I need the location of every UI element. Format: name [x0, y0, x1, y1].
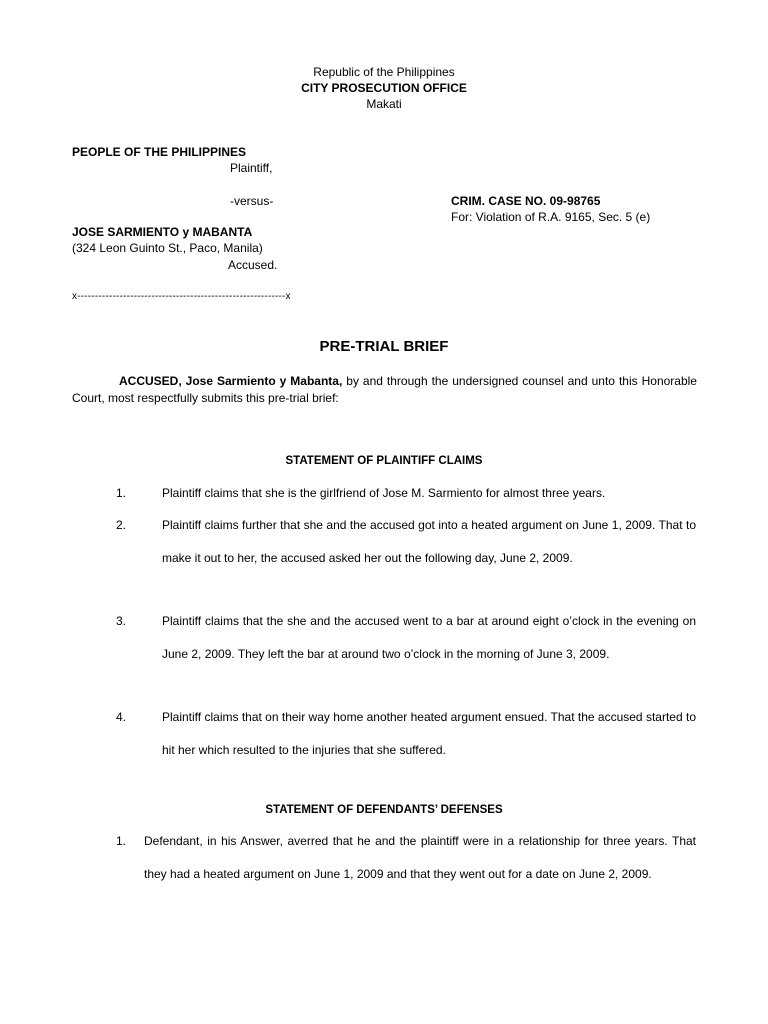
item-text: Plaintiff claims that she is the girlfriend of Jose M. Sarmiento for almost three years. — [162, 486, 606, 500]
header-city: Makati — [366, 97, 402, 111]
plaintiff-name: PEOPLE OF THE PHILIPPINES — [72, 145, 247, 159]
plaintiff-claims-heading: STATEMENT OF PLAINTIFF CLAIMS — [285, 455, 483, 467]
item-number: 1. — [116, 834, 127, 848]
item-number: 1. — [116, 486, 127, 500]
item-number: 3. — [116, 614, 127, 628]
caption-divider: x-----------------------------------------------------------x — [72, 291, 291, 302]
violation-label: For: Violation of R.A. 9165, Sec. 5 (e) — [451, 210, 651, 224]
item-text: Plaintiff claims that on their way home another heated argument ensued. That the accused started to hit her which resulted to the injuries that she suffered. — [162, 710, 696, 757]
defense-heading: STATEMENT OF DEFENDANTS’ DEFENSES — [265, 804, 503, 816]
accused-address: (324 Leon Guinto St., Paco, Manila) — [72, 241, 263, 255]
plaintiff-role: Plaintiff, — [230, 161, 273, 175]
versus-label: -versus- — [230, 194, 274, 208]
item-text: Defendant, in his Answer, averred that he and the plaintiff were in a relationship for three years. That they had a heated argument on June 1, 2009 and that they went out for a date on June 2, 2009. — [144, 834, 696, 881]
intro-paragraph — [72, 373, 697, 407]
accused-role: Accused. — [228, 258, 278, 272]
item-text: Plaintiff claims further that she and the accused got into a heated argument on June 1, 2009. That to make it out to her, the accused asked her out the following day, June 2, 2009. — [162, 518, 696, 565]
document-title: PRE-TRIAL BRIEF — [319, 338, 449, 355]
item-number: 4. — [116, 710, 127, 724]
case-number: CRIM. CASE NO. 09-98765 — [451, 194, 601, 208]
intro-accused-name: ACCUSED, Jose Sarmiento y Mabanta, — [119, 374, 343, 388]
item-number: 2. — [116, 518, 127, 532]
accused-name: JOSE SARMIENTO y MABANTA — [72, 225, 253, 239]
intro-text: by and through the undersigned counsel and unto this Honorable Court, most respectfully submits this pre-trial brief: — [72, 374, 697, 405]
header-republic: Republic of the Philippines — [313, 65, 455, 79]
header-office: CITY PROSECUTION OFFICE — [301, 81, 467, 95]
item-text: Plaintiff claims that the she and the accused went to a bar at around eight o’clock in the evening on June 2, 2009. They left the bar at around two o’clock in the morning of June 3, 2009. — [162, 614, 696, 661]
